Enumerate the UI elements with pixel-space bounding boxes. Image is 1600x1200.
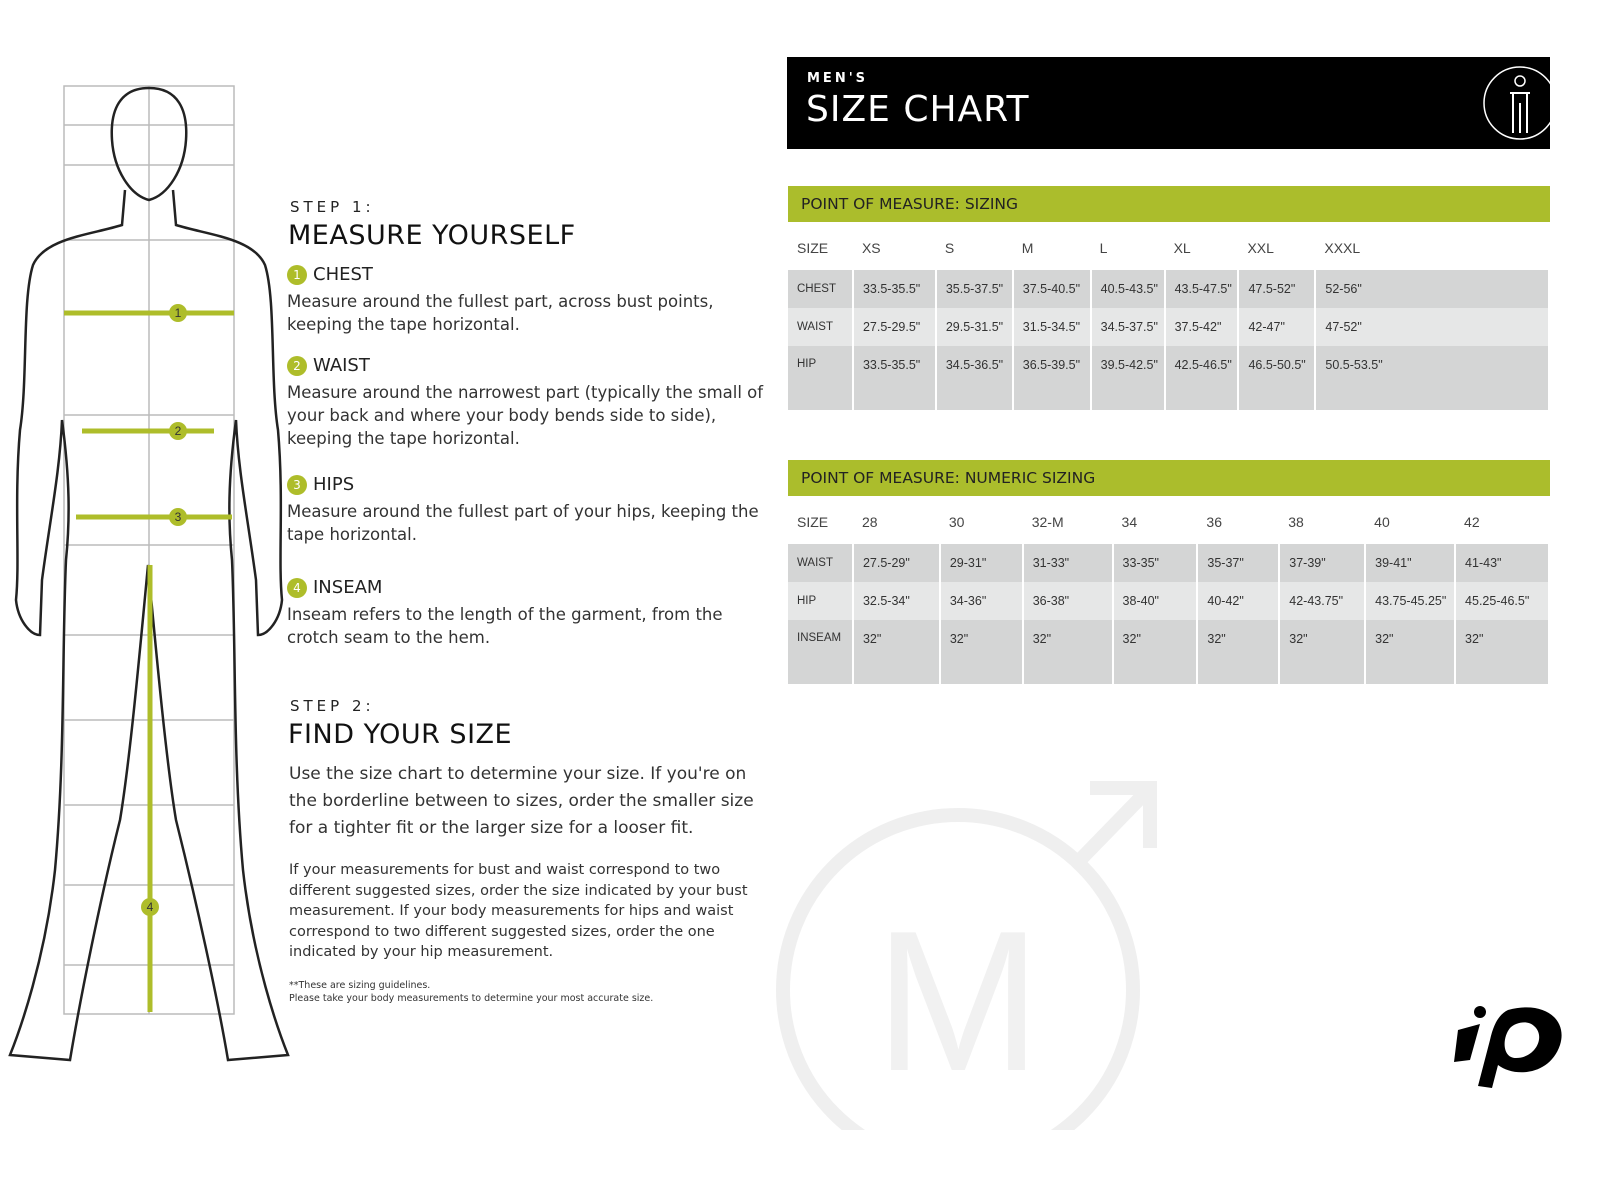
row-label: INSEAM: [788, 620, 853, 684]
table-cell: 29.5-31.5": [936, 308, 1013, 346]
instruction-heading: INSEAM: [313, 577, 383, 598]
table-cell: 33.5-35.5": [853, 270, 936, 308]
table-cell: 42.5-46.5": [1165, 346, 1239, 410]
table-cell: 37-39": [1279, 544, 1365, 582]
table-cell: 43.5-47.5": [1165, 270, 1239, 308]
header-size-label: SIZE: [797, 514, 829, 530]
table-cell: 32": [1023, 620, 1113, 684]
sizing-table: [788, 226, 1550, 410]
number-badge: 4: [287, 578, 307, 598]
table-cell: 34.5-37.5": [1091, 308, 1165, 346]
instruction-header: [287, 577, 767, 598]
table-cell: 32": [1113, 620, 1198, 684]
table-cell: 32": [1365, 620, 1455, 684]
table-cell: 37.5-42": [1165, 308, 1239, 346]
table-cell: 32": [1279, 620, 1365, 684]
banner-title: SIZE CHART: [806, 89, 1030, 130]
table-cell: 38-40": [1113, 582, 1198, 620]
header-size-42: 42: [1464, 514, 1480, 530]
instruction-chest: [287, 264, 767, 336]
instruction-text: Inseam refers to the length of the garment, from the crotch seam to the hem.: [287, 605, 723, 647]
number-badge: 3: [287, 475, 307, 495]
table-cell: 32.5-34": [853, 582, 940, 620]
instruction-text: Measure around the narrowest part (typically the small of your back and where your body bends side to side), keeping the tape horizontal.: [287, 383, 764, 448]
table-cell: 32": [1197, 620, 1279, 684]
table-cell: 27.5-29": [853, 544, 940, 582]
header-size-38: 38: [1288, 514, 1304, 530]
step2-label: STEP 2:: [290, 697, 375, 715]
table-header-row: [788, 500, 1549, 544]
header-size-28: 28: [861, 514, 878, 530]
header-size-label: SIZE: [797, 240, 829, 256]
step2-text: Use the size chart to determine your size. If you're on the borderline between to sizes, order the smaller size for a tighter fit or the larger size for a looser fit.: [289, 764, 754, 838]
table-cell: 39.5-42.5": [1091, 346, 1165, 410]
marker-3-label: 3: [174, 510, 182, 524]
table-cell: 27.5-29.5": [853, 308, 936, 346]
male-symbol-watermark: [770, 770, 1170, 1130]
header-size-34: 34: [1121, 514, 1138, 530]
table-row-waist: [788, 544, 1549, 582]
step1-label: STEP 1:: [290, 198, 375, 216]
instruction-header: [287, 474, 767, 495]
instruction-waist: [287, 355, 767, 450]
table-cell: 52-56": [1315, 270, 1549, 308]
banner-subtitle: MEN'S: [807, 71, 869, 86]
step1-title: MEASURE YOURSELF: [288, 220, 576, 251]
table-cell: 50.5-53.5": [1315, 346, 1549, 410]
size-chart-banner: [787, 57, 1550, 149]
table-cell: 37.5-40.5": [1013, 270, 1091, 308]
table-cell: 46.5-50.5": [1238, 346, 1315, 410]
row-label: WAIST: [788, 544, 853, 582]
header-size-xl: XL: [1173, 240, 1191, 256]
header-size-40: 40: [1374, 514, 1390, 530]
table-cell: 33.5-35.5": [853, 346, 936, 410]
step2-note: If your measurements for bust and waist correspond to two different suggested sizes, order the size indicated by your bust measurement. If your body measurements for hips and waist correspond to two different suggested sizes, order the one indicated by your hip measurement.: [289, 862, 748, 960]
instruction-header: [287, 355, 767, 376]
numeric-sizing-table-title: POINT OF MEASURE: NUMERIC SIZING: [788, 460, 1550, 496]
table-cell: 42-47": [1238, 308, 1315, 346]
instruction-text: Measure around the fullest part, across bust points, keeping the tape horizontal.: [287, 292, 714, 334]
number-badge: 1: [287, 265, 307, 285]
table-cell: 39-41": [1365, 544, 1455, 582]
table-cell: 32": [1455, 620, 1549, 684]
header-size-m: M: [1021, 240, 1034, 256]
instruction-hips: [287, 474, 767, 546]
table-cell: 34-36": [940, 582, 1023, 620]
sizing-table-title: POINT OF MEASURE: SIZING: [788, 186, 1550, 222]
instruction-header: [287, 264, 767, 285]
instruction-text: Measure around the fullest part of your hips, keeping the tape horizontal.: [287, 502, 759, 544]
table-cell: 42-43.75": [1279, 582, 1365, 620]
brand-logo: [1450, 1000, 1570, 1095]
row-label: WAIST: [788, 308, 853, 346]
table-row-inseam: [788, 620, 1549, 684]
table-cell: 45.25-46.5": [1455, 582, 1549, 620]
number-badge: 2: [287, 356, 307, 376]
header-size-30: 30: [948, 514, 965, 530]
table-cell: 34.5-36.5": [936, 346, 1013, 410]
table-cell: 36.5-39.5": [1013, 346, 1091, 410]
table-row-waist: [788, 308, 1549, 346]
table-cell: 41-43": [1455, 544, 1549, 582]
table-cell: 32": [940, 620, 1023, 684]
table-cell: 35.5-37.5": [936, 270, 1013, 308]
row-label: CHEST: [788, 270, 853, 308]
marker-1-label: 1: [174, 306, 182, 320]
table-cell: 31-33": [1023, 544, 1113, 582]
table-cell: 32": [853, 620, 940, 684]
table-cell: 29-31": [940, 544, 1023, 582]
numeric-sizing-table: [788, 500, 1550, 684]
watermark-letter: M: [874, 890, 1042, 1113]
table-cell: 43.75-45.25": [1365, 582, 1455, 620]
instruction-heading: WAIST: [313, 355, 370, 376]
body-measurement-figure: [0, 80, 300, 1070]
row-label: HIP: [788, 582, 853, 620]
header-size-l: L: [1099, 240, 1108, 256]
table-cell: 33-35": [1113, 544, 1198, 582]
male-figure-icon: [1482, 63, 1552, 143]
instruction-heading: HIPS: [313, 474, 355, 495]
header-size-xxl: XXL: [1247, 240, 1274, 256]
header-size-xxxl: XXXL: [1324, 240, 1361, 256]
header-size-s: S: [944, 240, 955, 256]
table-cell: 31.5-34.5": [1013, 308, 1091, 346]
step2-title: FIND YOUR SIZE: [288, 719, 513, 750]
table-header-row: [788, 226, 1549, 270]
table-cell: 47-52": [1315, 308, 1549, 346]
header-size-36: 36: [1206, 514, 1222, 530]
guideline-note: **These are sizing guidelines.: [289, 980, 431, 991]
instruction-heading: CHEST: [313, 264, 373, 285]
table-cell: 35-37": [1197, 544, 1279, 582]
table-cell: 40.5-43.5": [1091, 270, 1165, 308]
table-cell: 47.5-52": [1238, 270, 1315, 308]
instruction-inseam: [287, 577, 767, 649]
table-row-chest: [788, 270, 1549, 308]
table-row-hip: [788, 346, 1549, 410]
table-cell: 40-42": [1197, 582, 1279, 620]
header-size-xs: XS: [861, 240, 881, 256]
header-size-32-m: 32-M: [1031, 514, 1064, 530]
table-row-hip: [788, 582, 1549, 620]
marker-4-label: 4: [146, 900, 154, 914]
marker-2-label: 2: [174, 424, 182, 438]
table-cell: 36-38": [1023, 582, 1113, 620]
row-label: HIP: [788, 346, 853, 410]
guideline-note-2: Please take your body measurements to determine your most accurate size.: [289, 993, 654, 1004]
